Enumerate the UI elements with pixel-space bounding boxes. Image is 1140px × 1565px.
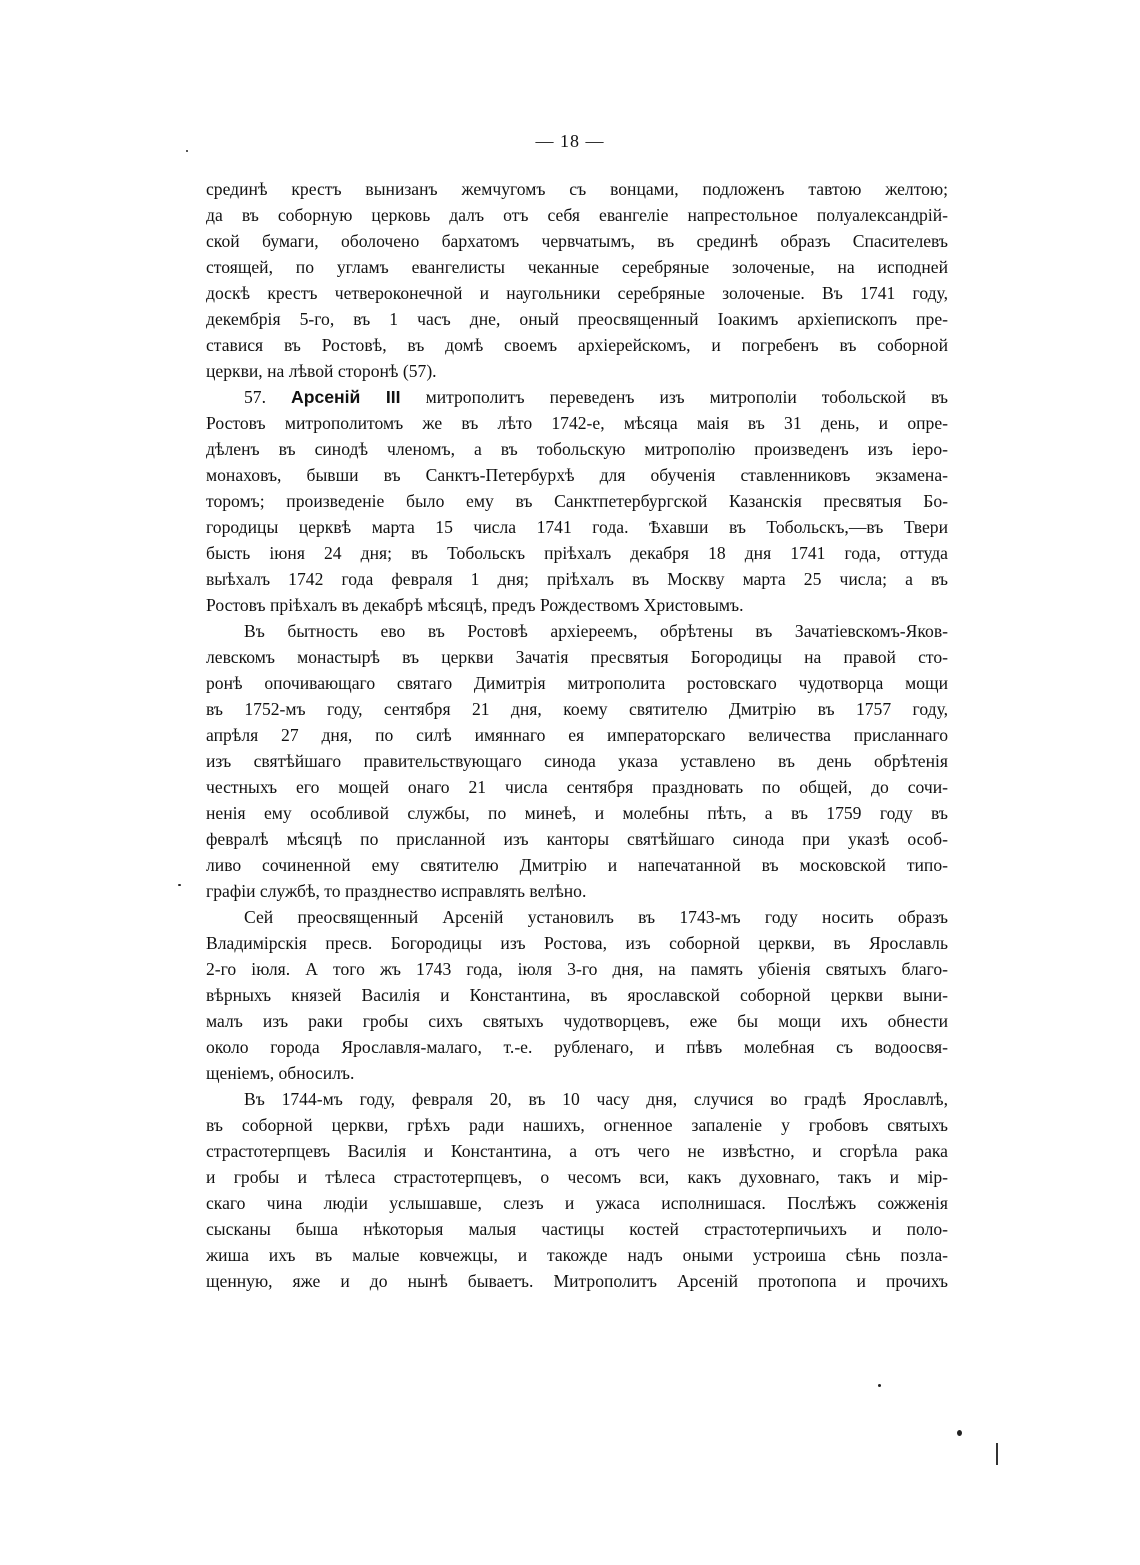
text-line: Владимірскія пресв. Богородицы изъ Ростова, изъ соборной церкви, въ Ярославль: [206, 933, 948, 953]
text-line: апрѣля 27 дня, по силѣ имяннаго ея императорскаго величества присланнаго: [206, 725, 948, 745]
text-line: дѣленъ въ синодѣ членомъ, а въ тобольскую митрополію произведенъ изъ іеро-: [206, 439, 948, 459]
text-line: ронѣ опочивающаго святаго Димитрія митрополита ростовскаго чудотворца мощи: [206, 673, 948, 693]
text-line: Ростовъ митрополитомъ же въ лѣто 1742-е, мѣсяца маія въ 31 день, и опре-: [206, 413, 948, 433]
text-line: щенную, яже и до нынѣ бываетъ. Митрополитъ Арсеній протопопа и прочихъ: [206, 1271, 948, 1291]
paragraph-4: [206, 904, 948, 1086]
text-block: [206, 176, 948, 1294]
page-number: — 18 —: [535, 131, 605, 151]
text-line: Ростовъ пріѣхалъ въ декабрѣ мѣсяцѣ, предъ Рождествомъ Христовымъ.: [206, 595, 744, 615]
text-line: февралѣ мѣсяцѣ по присланной изъ канторы святѣйшаго синода при указѣ особ-: [206, 829, 948, 849]
text-line: городицы церквѣ марта 15 числа 1741 года. Ѣхавши въ Тобольскъ,—въ Твери: [206, 517, 948, 537]
text-line: Сей преосвященный Арсеній установилъ въ 1743-мъ году носить образъ: [244, 907, 948, 927]
scan-speck: [878, 1384, 881, 1387]
text-line: и гробы и тѣлеса страстотерпцевъ, о чесомъ вси, какъ духовнаго, такъ и мір-: [206, 1167, 948, 1187]
scan-speck: [186, 150, 188, 152]
text-line: страстотерпцевъ Василія и Константина, а отъ чего не извѣстно, и сгорѣла рака: [206, 1141, 948, 1161]
text-line: 2-го іюля. А того жъ 1743 года, іюля 3-го дня, на память убіенія святыхъ благо-: [206, 959, 948, 979]
text-line: да въ соборную церковь далъ отъ себя евангеліе напрестольное полуалександрій-: [206, 205, 948, 225]
text-line: ливо сочиненной ему святителю Дмитрію и напечатанной въ московской типо-: [206, 855, 948, 875]
entry-number: 57.: [244, 387, 266, 407]
text-line: декембрія 5-го, въ 1 часъ дне, оный преосвященный Іоакимъ архіепископъ пре-: [206, 309, 948, 329]
scan-speck: [178, 884, 181, 886]
paragraph-1: [206, 176, 948, 384]
text-line: щеніемъ, обносилъ.: [206, 1063, 355, 1083]
text-line: Въ бытность ево въ Ростовѣ архіереемъ, обрѣтены въ Зачатіевскомъ-Яков-: [244, 621, 948, 641]
text-line: Въ 1744-мъ году, февраля 20, въ 10 часу дня, случися во градѣ Ярославлѣ,: [244, 1089, 948, 1109]
text-line: левскомъ монастырѣ въ церкви Зачатія пресвятыя Богородицы на правой сто-: [206, 647, 948, 667]
scan-speck: [957, 1430, 962, 1436]
text-line: вѣрныхъ князей Василія и Константина, въ ярославской соборной церкви выни-: [206, 985, 948, 1005]
text-line: въ 1752-мъ году, сентября 21 дня, коему святителю Дмитрію въ 1757 году,: [206, 699, 948, 719]
text-line: монаховъ, бывши въ Санктъ-Петербурхѣ для обученія ставленниковъ экзамена-: [206, 465, 948, 485]
text-line: торомъ; произведеніе было ему въ Санктпетербургской Казанскія пресвятыя Бо-: [206, 491, 948, 511]
paragraph-3: [206, 618, 948, 904]
text-line: малъ изъ раки гробы сихъ святыхъ чудотворцевъ, еже бы мощи ихъ обнести: [206, 1011, 948, 1031]
paragraph-2: [206, 384, 948, 618]
text-line: скаго чина людіи услышавше, слезъ и ужаса исполнишася. Послѣжъ сожженія: [206, 1193, 948, 1213]
text-line: честныхъ его мощей онаго 21 числа сентября праздновать по общей, до сочи-: [206, 777, 948, 797]
text-line: ставися въ Ростовѣ, въ домѣ своемъ архіерейскомъ, и погребенъ въ соборной: [206, 335, 948, 355]
text-line: ненія ему особливой службы, по минеѣ, и молебны пѣть, а въ 1759 году въ: [206, 803, 948, 823]
text-line: срединѣ крестъ вынизанъ жемчугомъ съ вонцами, подложенъ тавтою желтою;: [206, 179, 948, 199]
entry-text: митрополитъ переведенъ изъ митрополіи тобольской въ: [425, 387, 949, 407]
text-line: бысть іюня 24 дня; въ Тобольскъ пріѣхалъ декабря 18 дня 1741 года, оттуда: [206, 543, 948, 563]
entry-first-line: [206, 384, 948, 410]
text-line: жиша ихъ въ малые ковчежцы, и такожде надъ оными устроиша сѣнь позла-: [206, 1245, 948, 1265]
text-line: стоящей, по угламъ евангелисты чеканные серебряные золоченые, на исподней: [206, 257, 948, 277]
scan-mark: [996, 1443, 998, 1465]
text-line: выѣхалъ 1742 года февраля 1 дня; пріѣхалъ въ Москву марта 25 числа; а въ: [206, 569, 948, 589]
text-line: доскѣ крестъ четвероконечной и наугольники серебряные золоченые. Въ 1741 году,: [206, 283, 948, 303]
text-line: церкви, на лѣвой сторонѣ (57).: [206, 361, 437, 381]
text-line: сысканы быша нѣкоторыя малыя частицы костей страстотерпичьихъ и поло-: [206, 1219, 948, 1239]
text-line: графіи службѣ, то празднество исправлять велѣно.: [206, 881, 587, 901]
text-line: около города Ярославля-малаго, т.-е. рубленаго, и пѣвъ молебная съ водоосвя-: [206, 1037, 948, 1057]
entry-name: Арсеній III: [291, 387, 401, 407]
text-line: изъ святѣйшаго правительствующаго синода указа уставлено въ день обрѣтенія: [206, 751, 948, 771]
paragraph-5: [206, 1086, 948, 1294]
text-line: ской бумаги, оболочено бархатомъ червчатымъ, въ срединѣ образъ Спасителевъ: [206, 231, 948, 251]
text-line: въ соборной церкви, грѣхъ ради нашихъ, огненное запаленіе у гробовъ святыхъ: [206, 1115, 948, 1135]
